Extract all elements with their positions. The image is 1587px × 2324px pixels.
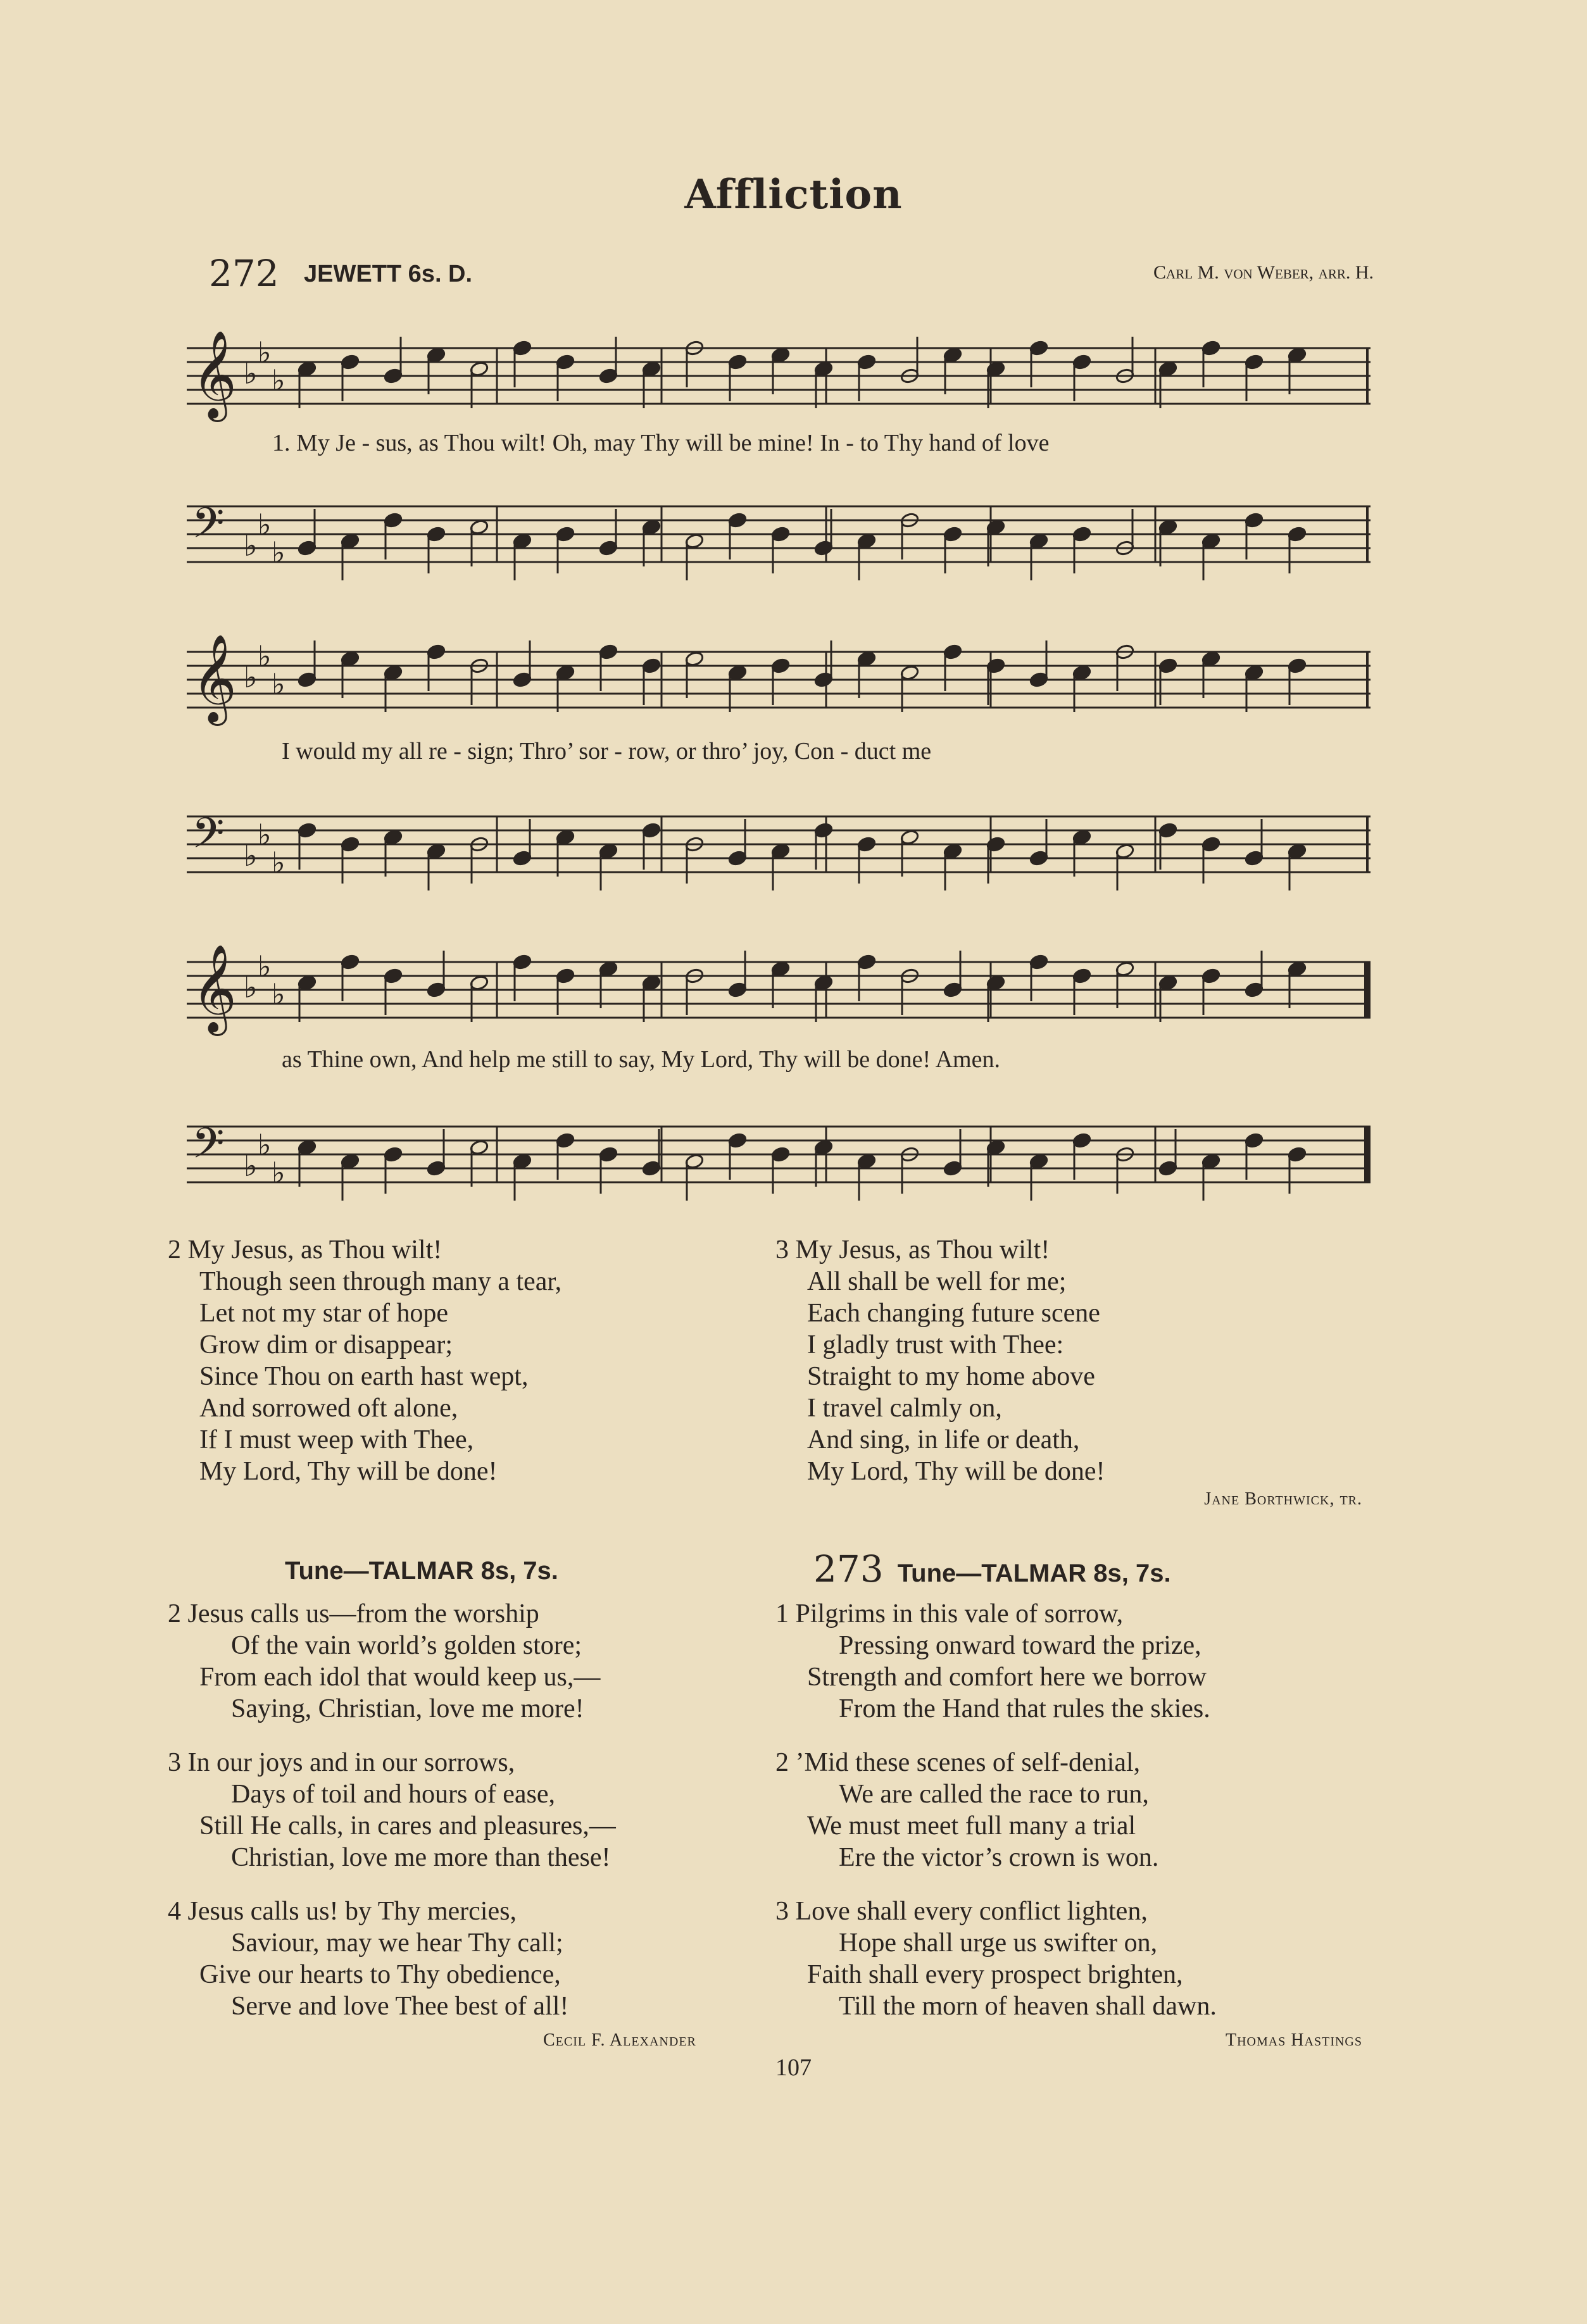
flat-icon: ♭ [272, 363, 285, 397]
hymn-number: 272 [209, 252, 279, 295]
translator-credit: Jane Borthwick, tr. [1204, 1489, 1362, 1509]
verse-line: Grow dim or disappear; [199, 1330, 453, 1359]
verse-line: Since Thou on earth hast wept, [199, 1362, 529, 1391]
verse-line: I gladly trust with Thee: [807, 1330, 1064, 1359]
verse-line: Let not my star of hope [199, 1299, 449, 1328]
flat-icon: ♭ [258, 335, 272, 370]
verse-line: Saying, Christian, love me more! [231, 1694, 584, 1723]
left-stanza-3 [168, 1747, 616, 1873]
treble-staff-3 [180, 930, 1374, 1051]
flat-icon: ♭ [272, 667, 285, 701]
hymn-273-stanza-2 [775, 1747, 1158, 1873]
verse-line: And sorrowed oft alone, [199, 1394, 458, 1423]
flat-icon: ♭ [272, 1156, 285, 1190]
tune-name: JEWETT 6s. D. [304, 261, 473, 287]
verse-line: Give our hearts to Thy obedience, [199, 1960, 561, 1989]
verse-line: 3 Love shall every conflict lighten, [775, 1897, 1148, 1926]
hymn-273-stanza-3 [775, 1896, 1217, 2022]
verse-line: From each idol that would keep us,— [199, 1663, 601, 1692]
flat-icon: ♭ [258, 818, 272, 852]
treble-staff-1 [180, 316, 1374, 437]
tune-name: Tune—TALMAR 8s, 7s. [897, 1559, 1171, 1587]
verse-line: 3 In our joys and in our sorrows, [168, 1748, 515, 1777]
verse-line: Pressing onward toward the prize, [839, 1631, 1201, 1660]
verse-line: 2 ’Mid these scenes of self-denial, [775, 1748, 1141, 1777]
bass-staff-2 [180, 785, 1374, 905]
hymn-272-verse-2 [168, 1234, 561, 1487]
verse-line: Till the morn of heaven shall dawn. [839, 1992, 1217, 2021]
verse-line: 4 Jesus calls us! by Thy mercies, [168, 1897, 517, 1926]
treble-clef-icon: 𝄞 [192, 944, 237, 1032]
verse-line: And sing, in life or death, [807, 1425, 1080, 1454]
bass-clef-icon: 𝄢 [192, 1119, 225, 1178]
lyric-line-3: as Thine own, And help me still to say, My Lord, Thy will be done! Amen. [282, 1046, 1000, 1073]
verse-line: Ere the victor’s crown is won. [839, 1843, 1159, 1872]
flat-icon: ♭ [258, 508, 272, 542]
verse-line: I travel calmly on, [807, 1394, 1002, 1423]
hymn-273-heading [813, 1547, 1171, 1590]
flat-icon: ♭ [272, 977, 285, 1011]
verse-line: Faith shall every prospect brighten, [807, 1960, 1183, 1989]
verse-line: Still He calls, in cares and pleasures,— [199, 1811, 616, 1840]
hymn-272-header [209, 252, 1374, 295]
bass-clef-icon: 𝄢 [192, 809, 225, 868]
verse-line: Days of toil and hours of ease, [231, 1780, 556, 1809]
flat-icon: ♭ [244, 660, 258, 694]
verse-line: We must meet full many a trial [807, 1811, 1136, 1840]
left-author-credit: Cecil F. Alexander [543, 2030, 696, 2050]
music-system-2 [180, 608, 1374, 905]
flat-icon: ♭ [258, 1128, 272, 1162]
verse-line: We are called the race to run, [839, 1780, 1149, 1809]
flat-icon: ♭ [244, 528, 258, 563]
verse-line: My Lord, Thy will be done! [807, 1457, 1105, 1486]
flat-icon: ♭ [258, 639, 272, 673]
left-stanza-2 [168, 1598, 600, 1725]
verse-line: 2 My Jesus, as Thou wilt! [168, 1235, 442, 1265]
bass-staff-3 [180, 1095, 1374, 1215]
treble-clef-icon: 𝄞 [192, 634, 237, 722]
hymn-273-stanza-1 [775, 1598, 1210, 1725]
verse-line: 2 Jesus calls us—from the worship [168, 1599, 539, 1628]
flat-icon: ♭ [244, 356, 258, 390]
bass-staff-1 [180, 475, 1374, 595]
music-system-1 [180, 304, 1374, 595]
verse-line: Hope shall urge us swifter on, [839, 1928, 1158, 1958]
verse-line: All shall be well for me; [807, 1267, 1067, 1296]
section-title: Affliction [684, 171, 903, 218]
verse-line: My Lord, Thy will be done! [199, 1457, 498, 1486]
flat-icon: ♭ [244, 839, 258, 873]
verse-line: Christian, love me more than these! [231, 1843, 611, 1872]
lyric-line-2: I would my all re - sign; Thro’ sor - row, or thro’ joy, Con - duct me [282, 738, 932, 765]
hymn-number: 273 [813, 1547, 884, 1590]
verse-line: 3 My Jesus, as Thou wilt! [775, 1235, 1050, 1265]
page-number: 107 [775, 2054, 812, 2081]
verse-line: From the Hand that rules the skies. [839, 1694, 1210, 1723]
music-system-3 [180, 918, 1374, 1215]
hymn-272-verse-3 [775, 1234, 1105, 1487]
bass-clef-icon: 𝄢 [192, 499, 225, 558]
flat-icon: ♭ [272, 846, 285, 880]
hymn-273-author-credit: Thomas Hastings [1225, 2030, 1362, 2050]
treble-clef-icon: 𝄞 [192, 330, 237, 418]
verse-line: Each changing future scene [807, 1299, 1100, 1328]
lyric-line-1: 1. My Je - sus, as Thou wilt! Oh, may Thy will be mine! In - to Thy hand of love [272, 430, 1050, 456]
treble-staff-2 [180, 620, 1374, 740]
flat-icon: ♭ [244, 970, 258, 1004]
flat-icon: ♭ [258, 949, 272, 984]
verse-line: Straight to my home above [807, 1362, 1095, 1391]
verse-line: Strength and comfort here we borrow [807, 1663, 1207, 1692]
verse-line: Of the vain world’s golden store; [231, 1631, 582, 1660]
verse-line: 1 Pilgrims in this vale of sorrow, [775, 1599, 1124, 1628]
verse-line: Serve and love Thee best of all! [231, 1992, 569, 2021]
verse-line: Though seen through many a tear, [199, 1267, 562, 1296]
verse-line: If I must weep with Thee, [199, 1425, 474, 1454]
left-tune-heading: Tune—TALMAR 8s, 7s. [285, 1557, 558, 1585]
verse-line: Saviour, may we hear Thy call; [231, 1928, 563, 1958]
composer-credit: Carl M. von Weber, arr. H. [1153, 262, 1374, 283]
left-stanza-4 [168, 1896, 568, 2022]
flat-icon: ♭ [272, 535, 285, 570]
flat-icon: ♭ [244, 1149, 258, 1183]
